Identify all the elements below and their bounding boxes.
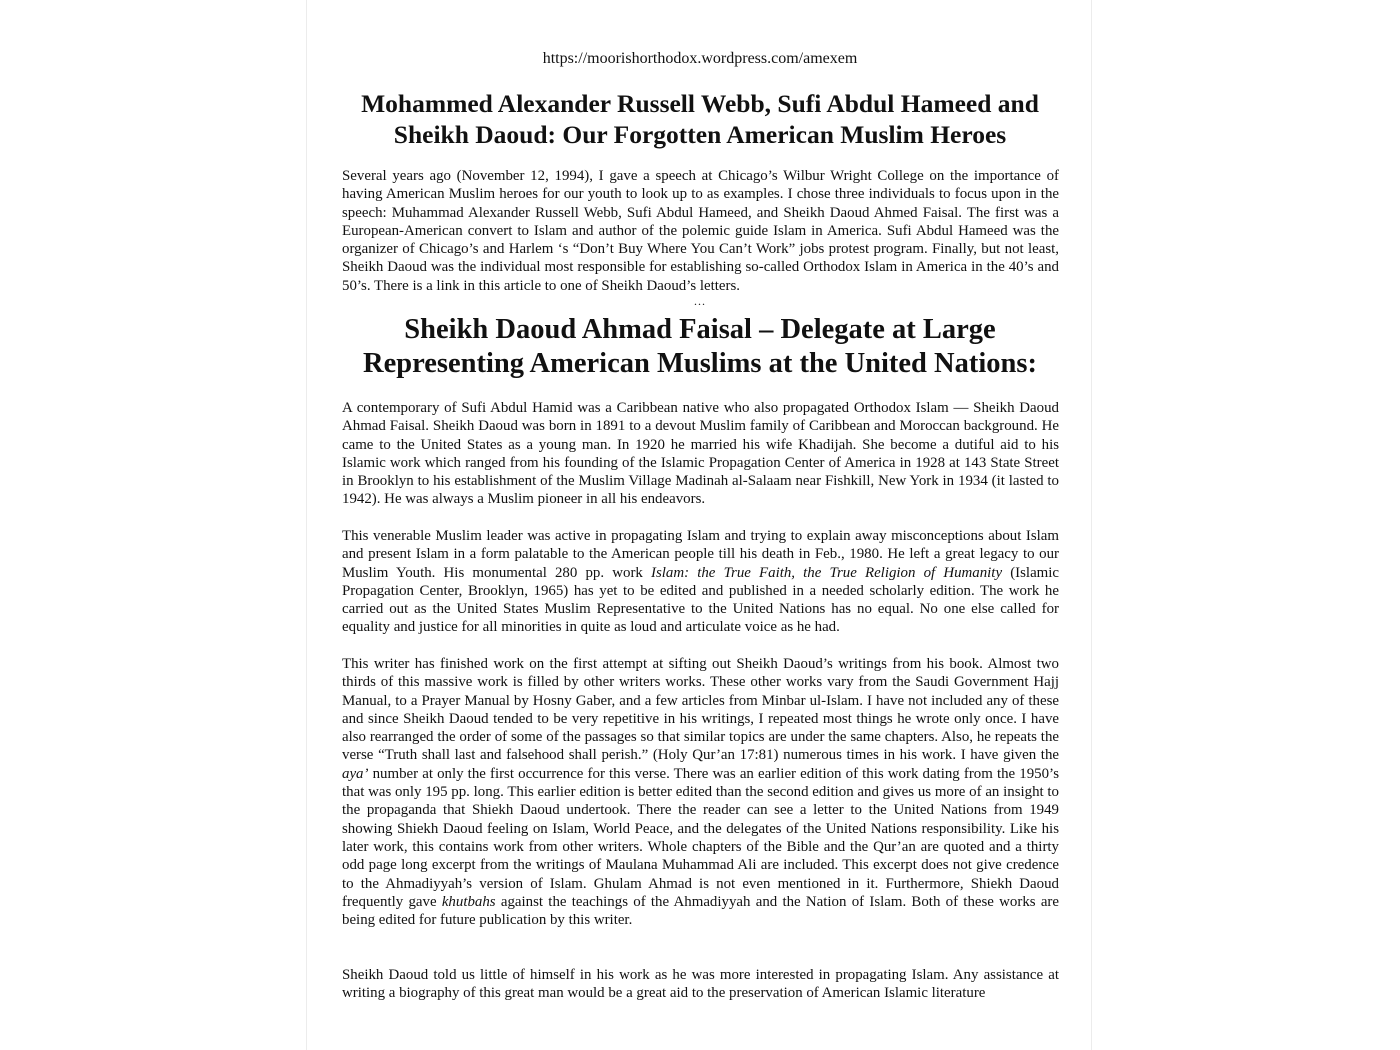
body-paragraph-2 xyxy=(342,527,1059,637)
paragraph-text: (Islamic Propagation Center, Brooklyn, 1965) has yet to be edited and published in a needed scholarly edition. The work he carried out as the United States Muslim Representative to the United Nations has no equal. No one else called for equality and justice for all minorities in quite as loud and articulate voice as he had. xyxy=(342,564,1060,636)
paragraph-text: against the teachings of the Ahmadiyyah and the Nation of Islam. Both of these works are being edited for future publication by this writer. xyxy=(342,893,1059,929)
section-break: … xyxy=(693,294,707,308)
body-paragraph-3 xyxy=(342,655,1059,929)
paragraph-text: number at only the first occurrence for this verse. There was an earlier edition of this work dating from the 1950’s that was only 195 pp. long. This earlier edition is better edited than the second edition and gives us more of an insight to the propaganda that Shiekh Daoud undertook. There the reader can see a letter to the United Nations from 1949 showing Shiekh Daoud feeling on Islam, World Peace, and the delegates of the United Nations responsibility. Like his later work, this contains work from other writers. Whole chapters of the Bible and the Qur’an are quoted and a thirty odd page long excerpt from the writings of Maulana Muhammad Ali are included. This excerpt does not give credence to the Ahmadiyyah’s version of Islam. Ghulam Ahmad is not even mentioned in it. Furthermore, Shiekh Daoud frequently gave xyxy=(342,765,1059,910)
document-page xyxy=(306,0,1092,1050)
body-paragraph-4: Sheikh Daoud told us little of himself in his work as he was more interested in propagating Islam. Any assistance at writing a biography of this great man would be a great aid to the preservation of American Islamic literature xyxy=(342,967,1059,1002)
italic-term-khutbahs: khutbahs xyxy=(441,893,496,910)
paragraph-text: This writer has finished work on the first attempt at sifting out Sheikh Daoud’s writings from his book. Almost two thirds of this massive work is filled by other writers works. These other works vary from the Saudi Government Hajj Manual, to a Prayer Manual by Hosny Gaber, and a few articles from Minbar ul-Islam. I have not included any of these and since Sheikh Daoud tended to be very repetitive in his writings, I repeated most things he wrote only once. I have also rearranged the order of some of the passages so that similar topics are under the same chapters. Also, he repeats the verse “Truth shall last and falsehood shall perish.” (Holy Qur’an 17:81) numerous times in his work. I have given the xyxy=(342,656,1059,764)
intro-paragraph: Several years ago (November 12, 1994), I gave a speech at Chicago’s Wilbur Wright College on the importance of having American Muslim heroes for our youth to look up to as examples. I chose three individuals to focus upon in the speech: Muhammad Alexander Russell Webb, Sufi Abdul Hameed, and Sheikh Daoud Ahmed Faisal. The first was a European-American convert to Islam and author of the polemic guide Islam in America. Sufi Abdul Hameed was the organizer of Chicago’s and Harlem ‘s “Don’t Buy Where You Can’t Work” jobs protest program. Finally, but not least, Sheikh Daoud was the individual most responsible for establishing so-called Orthodox Islam in America in the 40’s and 50’s. There is a link in this article to one of Sheikh Daoud’s letters. xyxy=(342,168,1059,294)
page-url: https://moorishorthodox.wordpress.com/amexem xyxy=(542,50,858,67)
article-title: Mohammed Alexander Russell Webb, Sufi Abdul Hameed and Sheikh Daoud: Our Forgotten American Muslim Heroes xyxy=(361,89,1039,149)
book-title: Islam: the True Faith, the True Religion of Humanity xyxy=(651,564,1003,581)
body-paragraph-1: A contemporary of Sufi Abdul Hamid was a Caribbean native who also propagated Orthodox Islam — Sheikh Daoud Ahmad Faisal. Sheikh Daoud was born in 1891 to a devout Muslim family of Caribbean and Moroccan background. He came to the United States as a young man. In 1920 he married his wife Khadijah. She become a dutiful aid to his Islamic work which ranged from his founding of the Islamic Propagation Center of America in 1928 at 143 State Street in Brooklyn to his establishment of the Muslim Village Madinah al-Salaam near Fishkill, New York in 1934 (it lasted to 1942). He was always a Muslim pioneer in all his endeavors. xyxy=(342,400,1059,508)
section-title: Sheikh Daoud Ahmad Faisal – Delegate at Large Representing American Muslims at the United Nations: xyxy=(363,314,1037,379)
paragraph-text: This venerable Muslim leader was active in propagating Islam and trying to explain away misconceptions about Islam and present Islam in a form palatable to the American people till his death in Feb., 1980. He left a great legacy to our Muslim Youth. His monumental 280 pp. work xyxy=(342,528,1059,581)
italic-term-aya: aya’ xyxy=(342,765,369,782)
